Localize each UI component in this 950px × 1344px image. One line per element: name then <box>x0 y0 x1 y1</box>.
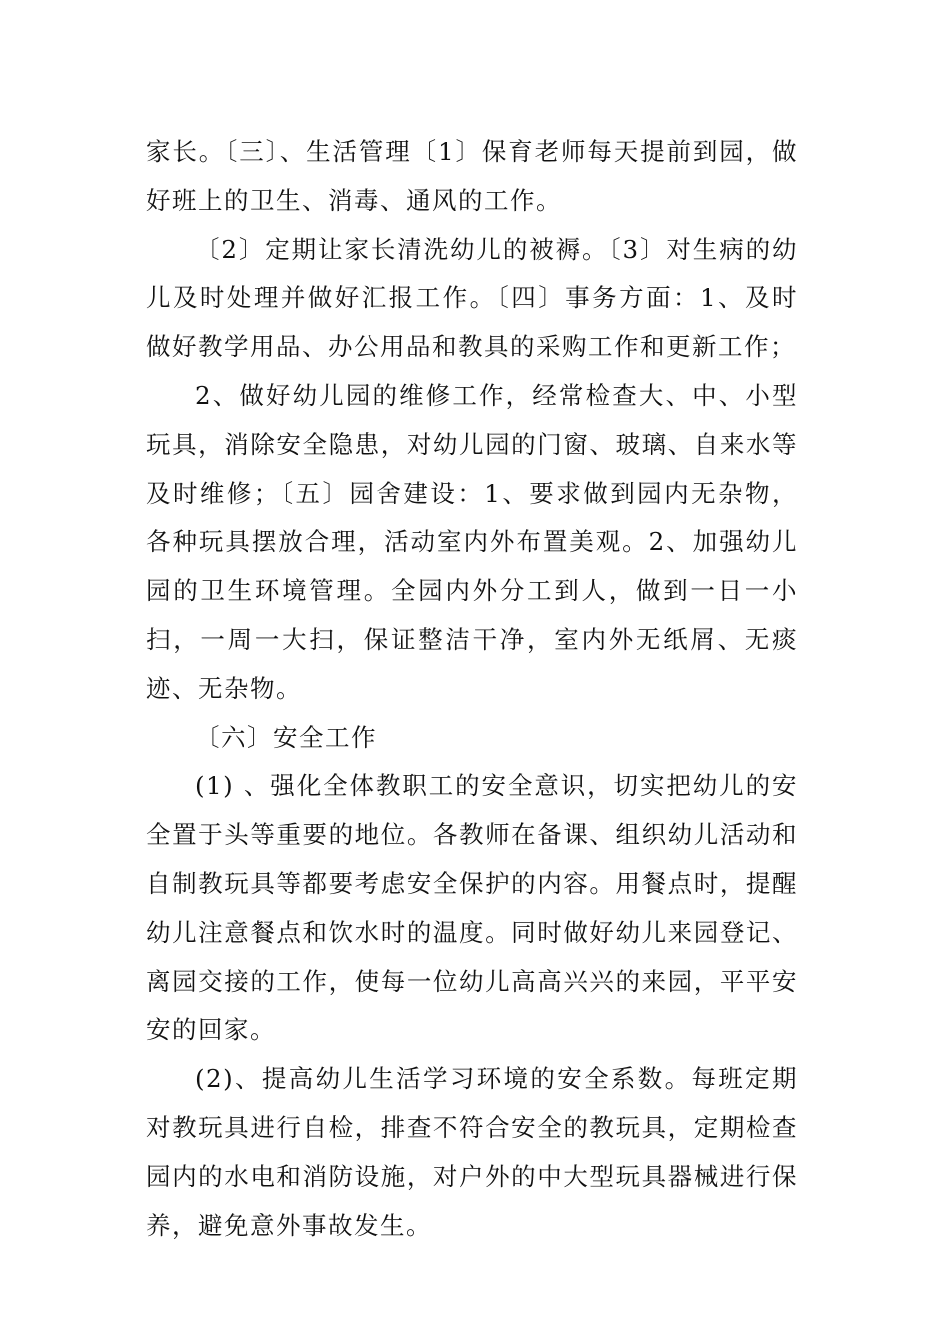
paragraph-safety-awareness: (1) 、强化全体教职工的安全意识，切实把幼儿的安全置于头等重要的地位。各教师在备课、组织幼儿活动和自制教玩具等都要考虑安全保护的内容。用餐点时，提醒幼儿注意餐点和饮水时的温度。同时做好幼儿来园登记、离园交接的工作，使每一位幼儿高高兴兴的来园，平平安安的回家。 <box>146 771 798 1045</box>
section-heading-safety: 〔六〕安全工作 <box>195 722 377 752</box>
document-body <box>146 128 798 1250</box>
paragraph-safety-environment: (2)、提高幼儿生活学习环境的安全系数。每班定期对教玩具进行自检，排查不符合安全的教玩具，定期检查园内的水电和消防设施，对户外的中大型玩具器械进行保养，避免意外事故发生。 <box>146 1064 798 1240</box>
paragraph-bedding-and-affairs: 〔2〕定期让家长清洗幼儿的被褥。〔3〕对生病的幼儿及时处理并做好汇报工作。〔四〕事务方面：1、及时做好教学用品、办公用品和教具的采购工作和更新工作； <box>146 234 798 362</box>
paragraph-maintenance-and-campus: 2、做好幼儿园的维修工作，经常检查大、中、小型玩具，消除安全隐患，对幼儿园的门窗、玻璃、自来水等及时维修；〔五〕园舍建设：1、要求做到园内无杂物，各种玩具摆放合理，活动室内外布置美观。2、加强幼儿园的卫生环境管理。全园内外分工到人，做到一日一小扫，一周一大扫，保证整洁干净，室内外无纸屑、无痰迹、无杂物。 <box>146 380 798 703</box>
paragraph-life-management: 家长。〔三〕、生活管理〔1〕保育老师每天提前到园，做好班上的卫生、消毒、通风的工作。 <box>146 137 798 215</box>
